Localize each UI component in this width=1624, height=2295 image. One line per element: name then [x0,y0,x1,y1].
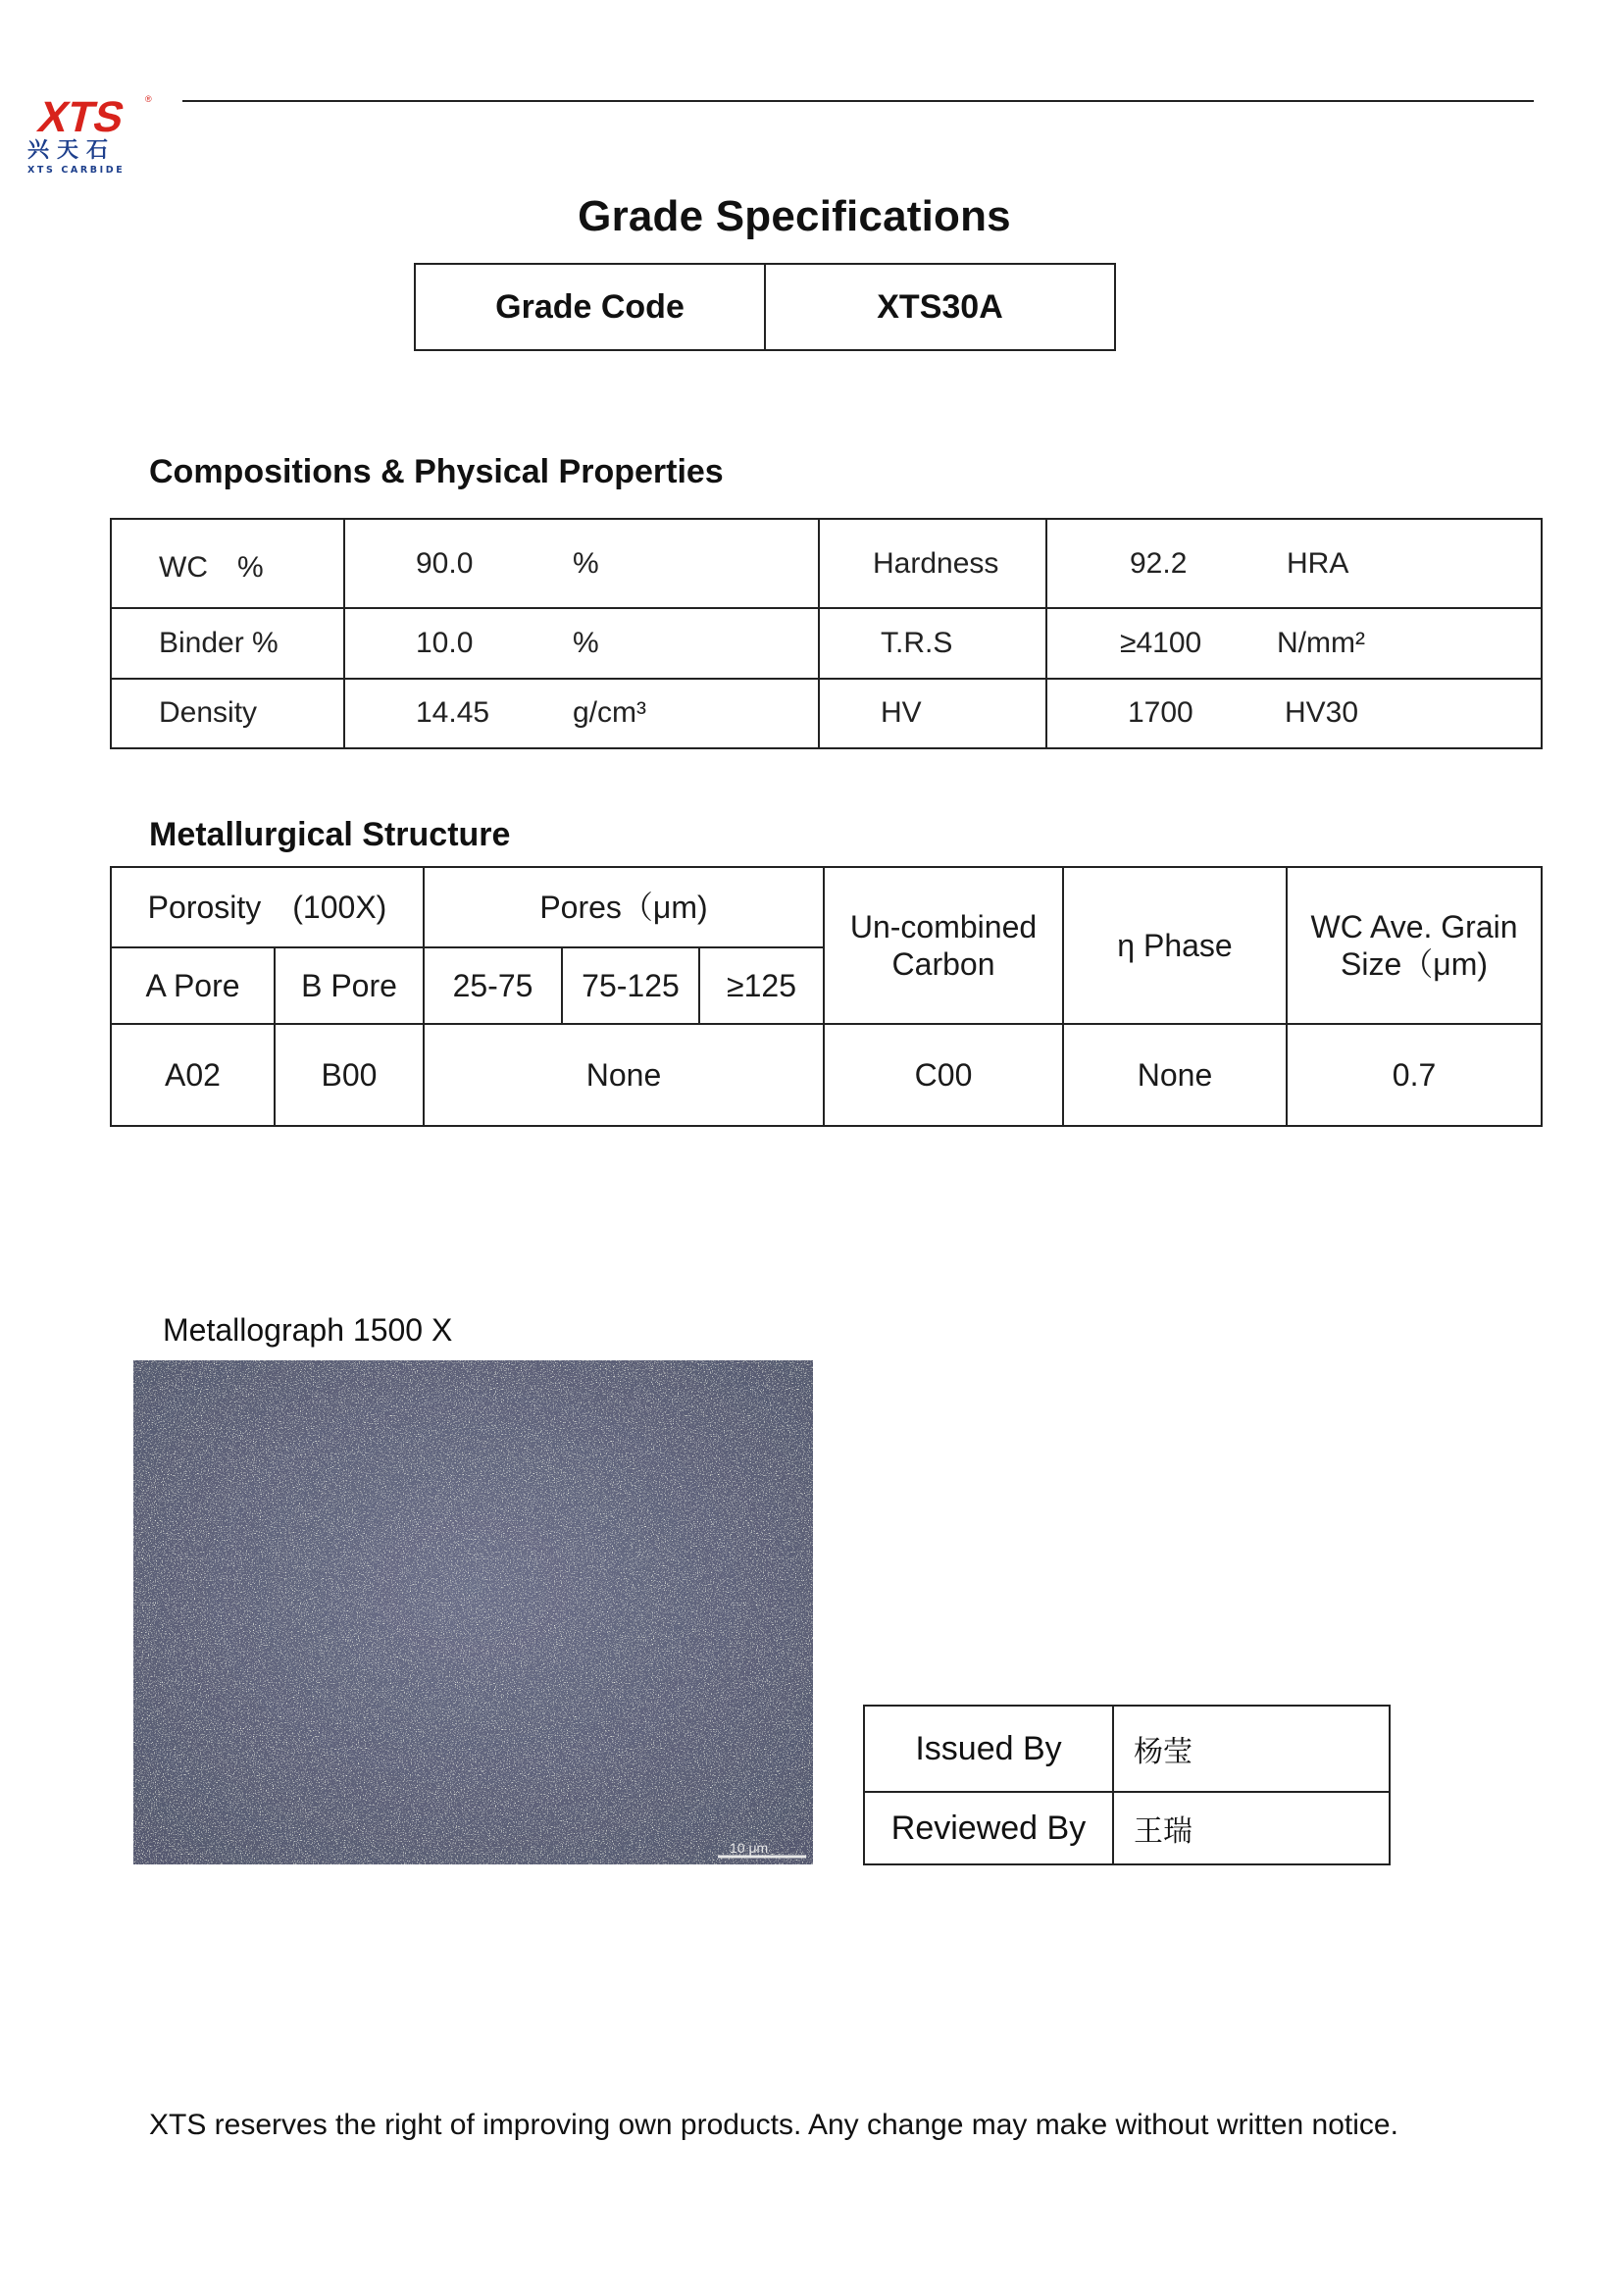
footer-note: XTS reserves the right of improving own products. Any change may make without written notice. [149,2109,1398,2141]
header-rule [182,100,1534,102]
porosity-header: Porosity (100X) [111,867,424,947]
comp-value-wc: 90.0 % [344,519,819,608]
metallurgical-table [110,866,1543,1127]
comp-value-trs: ≥4100 N/mm² [1046,608,1542,678]
metallograph-caption: Metallograph 1500 X [163,1312,453,1348]
uncombined-carbon-header: Un-combined Carbon [824,867,1063,1024]
b-pore-header: B Pore [275,947,424,1024]
grade-code-label: Grade Code [415,264,765,350]
uncombined-carbon-value: C00 [824,1024,1063,1126]
b-pore-value: B00 [275,1024,424,1126]
grade-code-value: XTS30A [765,264,1115,350]
comp-value-hardness: 92.2 HRA [1046,519,1542,608]
metallograph-image [133,1360,813,1864]
svg-text:®: ® [145,94,152,104]
grain-size-header: WC Ave. Grain Size（μm) [1287,867,1542,1024]
issued-by-label: Issued By [864,1706,1113,1792]
logo-cn: 兴天石 [27,138,117,163]
a-pore-header: A Pore [111,947,275,1024]
comp-label-hv: HV [819,679,1046,748]
reviewed-by-name: 王瑞 [1113,1792,1390,1864]
signoff-table [863,1705,1391,1865]
comp-label-trs: T.R.S [819,608,1046,678]
comp-value-binder: 10.0 % [344,608,819,678]
comp-label-density: Density [111,679,344,748]
page-title: Grade Specifications [578,192,1011,240]
logo-sub: XTS CARBIDE [27,165,126,176]
comp-label-binder: Binder % [111,608,344,678]
comp-value-density: 14.45 g/cm³ [344,679,819,748]
eta-phase-value: None [1063,1024,1287,1126]
composition-table [110,518,1543,749]
a-pore-value: A02 [111,1024,275,1126]
xts-logo [25,94,153,178]
eta-phase-header: η Phase [1063,867,1287,1024]
logo-wordmark: XTS [33,94,129,141]
metallurgical-heading: Metallurgical Structure [149,816,511,853]
comp-value-hv: 1700 HV30 [1046,679,1542,748]
grade-code-table [414,263,1116,351]
pores-25-75-header: 25-75 [424,947,562,1024]
issued-by-name: 杨莹 [1113,1706,1390,1792]
reviewed-by-label: Reviewed By [864,1792,1113,1864]
pores-125-header: ≥125 [699,947,824,1024]
pores-75-125-header: 75-125 [562,947,699,1024]
comp-label-wc: WC % [111,519,344,608]
grain-size-value: 0.7 [1287,1024,1542,1126]
comp-label-hardness: Hardness [819,519,1046,608]
pores-header: Pores（μm) [424,867,824,947]
scale-bar-label: 10 μm [730,1840,769,1856]
pores-value: None [424,1024,824,1126]
composition-heading: Compositions & Physical Properties [149,453,724,490]
